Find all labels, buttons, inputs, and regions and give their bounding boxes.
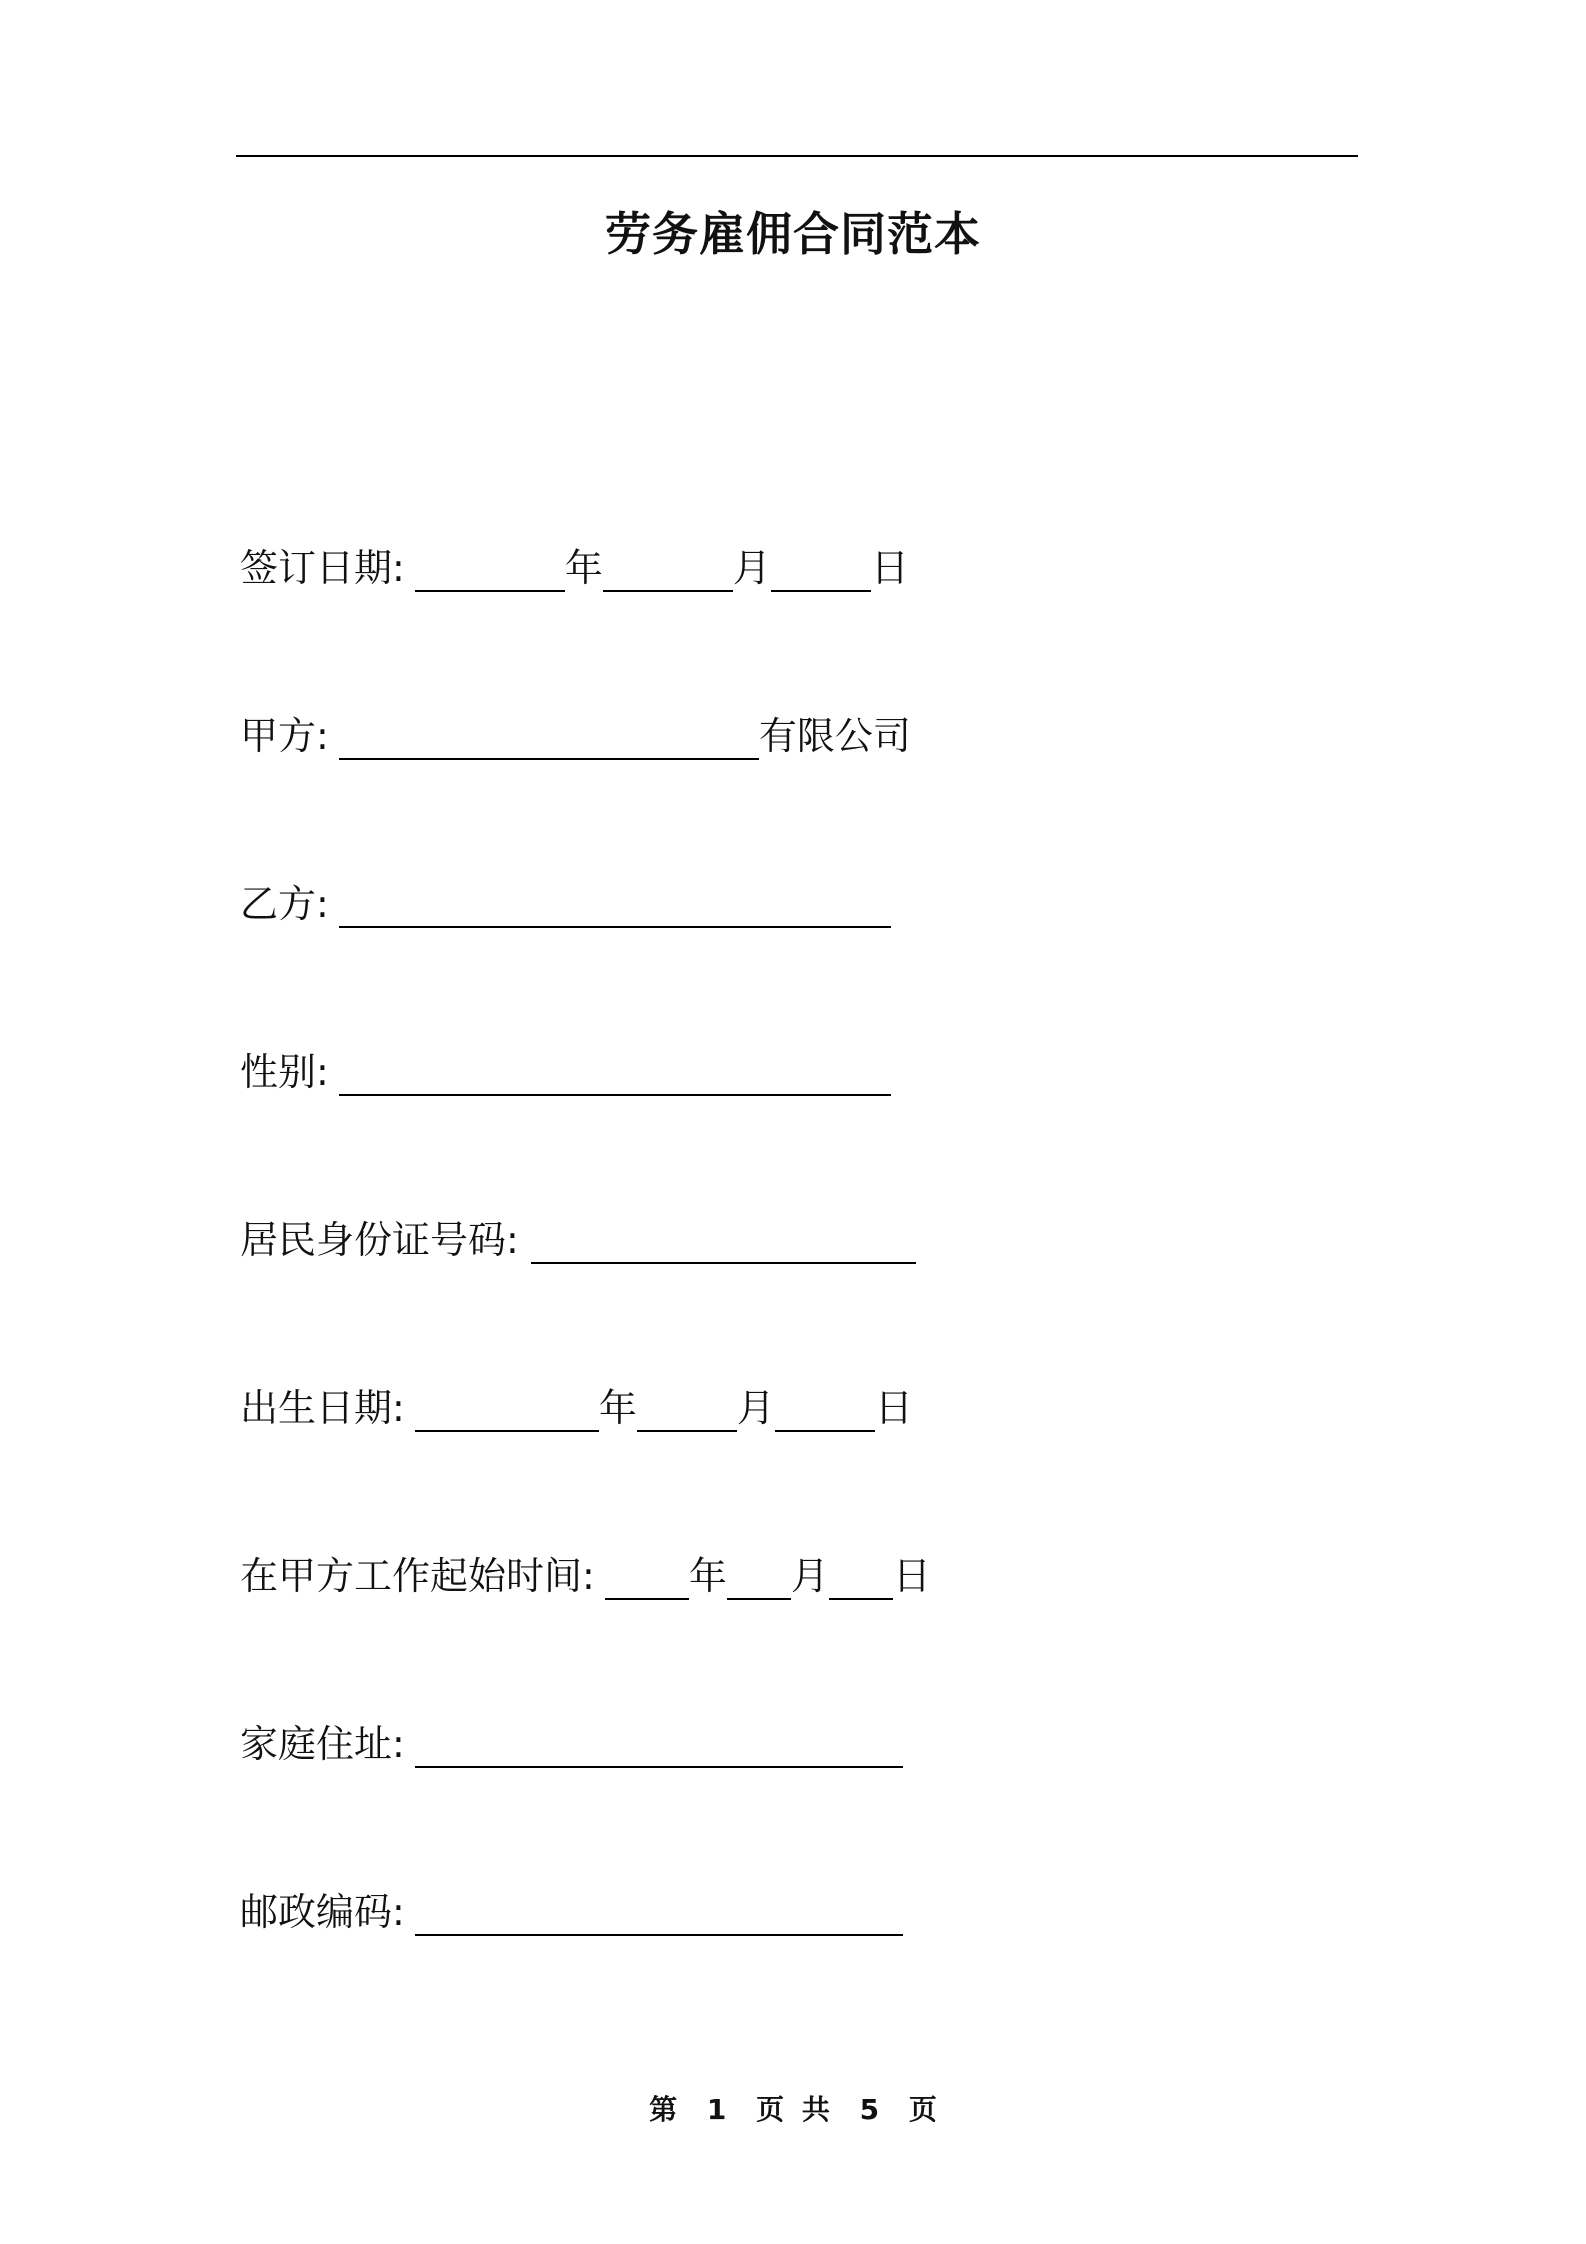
birth-date-year-blank[interactable]	[415, 1386, 599, 1432]
start-date-month-label: 月	[790, 1554, 829, 1598]
sign-date-year-blank[interactable]	[415, 546, 565, 592]
home-address-row	[240, 1714, 903, 1774]
party-a-suffix: 有限公司	[758, 714, 911, 758]
footer-suffix: 页	[908, 2093, 937, 2126]
postal-code-label: 邮政编码:	[240, 1890, 405, 1934]
sign-date-row	[240, 538, 909, 598]
sign-date-day-label: 日	[870, 546, 909, 590]
home-address-blank[interactable]	[415, 1722, 903, 1768]
start-date-label: 在甲方工作起始时间:	[240, 1554, 595, 1598]
birth-date-month-label: 月	[736, 1386, 775, 1430]
birth-date-day-label: 日	[874, 1386, 913, 1430]
birth-date-day-blank[interactable]	[775, 1386, 875, 1432]
id-number-label: 居民身份证号码:	[240, 1218, 519, 1262]
page-footer	[0, 2090, 1586, 2130]
sign-date-month-label: 月	[732, 546, 771, 590]
footer-middle: 页 共	[756, 2093, 830, 2126]
start-date-year-blank[interactable]	[605, 1554, 689, 1600]
party-b-label: 乙方:	[240, 882, 329, 926]
party-b-blank[interactable]	[339, 882, 891, 928]
birth-date-month-blank[interactable]	[637, 1386, 737, 1432]
start-date-year-label: 年	[688, 1554, 727, 1598]
party-b-row	[240, 874, 891, 934]
party-a-blank[interactable]	[339, 714, 759, 760]
start-date-day-label: 日	[892, 1554, 931, 1598]
gender-row	[240, 1042, 891, 1102]
sign-date-year-label: 年	[564, 546, 603, 590]
header-rule	[236, 155, 1358, 157]
postal-code-row	[240, 1882, 903, 1942]
birth-date-year-label: 年	[598, 1386, 637, 1430]
start-date-row	[240, 1546, 931, 1606]
home-address-label: 家庭住址:	[240, 1722, 405, 1766]
birth-date-label: 出生日期:	[240, 1386, 405, 1430]
birth-date-row	[240, 1378, 913, 1438]
footer-prefix: 第	[649, 2093, 678, 2126]
sign-date-day-blank[interactable]	[771, 546, 871, 592]
id-number-blank[interactable]	[531, 1218, 916, 1264]
start-date-day-blank[interactable]	[829, 1554, 893, 1600]
footer-total-pages: 5	[859, 2093, 880, 2126]
id-number-row	[240, 1210, 916, 1270]
party-a-row	[240, 706, 911, 766]
sign-date-label: 签订日期:	[240, 546, 405, 590]
footer-current-page: 1	[706, 2093, 727, 2126]
document-title: 劳务雇佣合同范本	[605, 207, 981, 261]
start-date-month-blank[interactable]	[727, 1554, 791, 1600]
gender-label: 性别:	[240, 1050, 329, 1094]
party-a-label: 甲方:	[240, 714, 329, 758]
postal-code-blank[interactable]	[415, 1890, 903, 1936]
gender-blank[interactable]	[339, 1050, 891, 1096]
sign-date-month-blank[interactable]	[603, 546, 733, 592]
